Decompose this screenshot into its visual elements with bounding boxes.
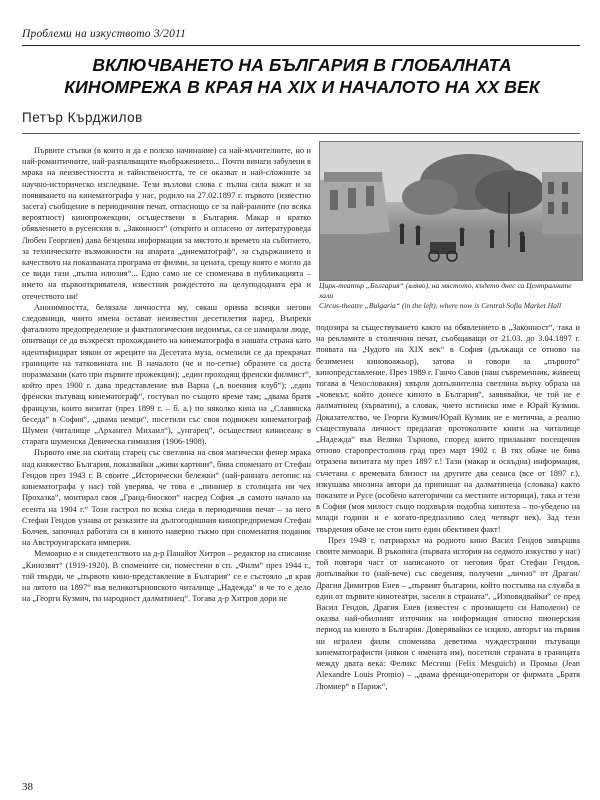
page-number: 38 bbox=[22, 781, 33, 793]
body-paragraph: подозира за съществуването както на обявлението в „Законност“, така и на рекламите в столичния печат, съобщаващи от 21.03. до 3.04.1897 г. появата на „Чудото на XIX век“ в София (дължаща се отново на безименен киновоажьор), затова и говори за „първото“ кинопредставление. През 1989 г. Ганчо Савов (наш съвременник, живеещ тогава в Чехословакия) хвърля допълнителна светлина върху образа на „човекът, който донесе киното в България“, заявявайки, че той не е далматинец (хърватин), а словак, чието истинско име е Юрай Кузмик. Доказателство, че Георги Кузмич/Юрай Кузмик не е митична, а реално съществувала личност предлагат протоколните книги на читалище „Надежда“ във Велико Търново, според които прилаьнят посещения отново старопрестолния град през март 1902 г. В тях обаче не бива отразена визитата му през 1897 г.! Тази (макар и оскъдна) информация, съчетана с времевата близост на другите два сеанса (все от 1897 г.), изкушава мнозина автори да припишат на далматинеца (словака) както показите и Русе (особено категорични са местните историци), така и тези в София (моя милост също подхвърля подобна хипотеза – по-убедено на млади години и е когато-предпазливо след четвърт век). Зад тези твърдения обаче не стои нито един обективен факт! bbox=[316, 323, 580, 534]
header-rule bbox=[22, 45, 580, 46]
body-paragraph: Първото име на скитащ старец със светлина на своя магически фенер мрака над княжество България, показвайки „живи картини“, бива споменато от Стефан Гендов през 1943 г. В своите „Исторически бележки“ (най-ранната летопис на кинематографа у нас) той уверява, че това е „пининер в столицата ни чех Прохазка“, монтирал своя „Гранд-биоскоп“ насред София „в самото начало на есента на 1904 г.“ Този гастрол по всяка следа в периодичния печат – за него Стефан Гендов узнава от разказите на дългогодишния кинопредприемач Стефан Болчев, започнал работата си в киното наверно тъкмо при споменатия поданик на Австроунгарската империя. bbox=[22, 448, 311, 548]
author-rule bbox=[22, 133, 580, 134]
article-author: Петър Кърджилов bbox=[22, 110, 143, 125]
body-paragraph: През 1949 г. патриархът на родното кино Васил Гендов завършва своите мемоари. В ръкописа (първата история на седмото изкуство у нас) той повтаря част от написаното от неговия брат Стефан Гендов, допълвайки го (най-вече) със сведения, получени „лично“ от Драган/Драгия Димитров Енев – „първият българин, който постъпва на служба в един от първите кинотеатри, засели в страната“. „Изповядвайки“ се пред Васил Гендов, Драгия Енев (известен с прозвището си Наполеон) се оказва най-обилният източник на информация относно пионерския период на киното в България. Доверявайки се изцяло, авторът на първия ни игрален филм споменава деветима чуждестранни пътуващи кинематографисти (някои с имената им), посетили страната в границата между двата века: Феликс Месгиш (Felix Mesguich) и Промьо (Jean Alexandre Louis Promio) – „двама френци-оператори от фирмата „Братя Люмиер“ в Париж“, bbox=[316, 535, 580, 691]
caption-bulgarian: Цирк-театър „България“ (вляво), на мястото, където днес са Централните хали bbox=[319, 281, 572, 300]
historical-street-photo bbox=[319, 141, 583, 281]
photo-caption bbox=[319, 281, 581, 311]
caption-english: Circus-theatre „Bulgaria“ (in the left), where now is Central Sofia Market Hall bbox=[319, 301, 562, 310]
left-column bbox=[22, 145, 311, 777]
article-title-line-2: КИНОМРЕЖА В КРАЯ НА XIX И НАЧАЛОТО НА XX ВЕК bbox=[64, 77, 540, 97]
article-title-line-1: ВКЛЮЧВАНЕТО НА БЪЛГАРИЯ В ГЛОБАЛНАТА bbox=[92, 55, 512, 75]
body-paragraph: Анонимността, белязала личността му, сякаш ориsва всички негови следовници, чиито имена остават неизвестни десетилетия наред. Въпреки фаталното предопределение и фактологическия недоимък, са се намирали люде, опитващи се да възкресят прохождането на кинематографа в нашата страна като идентифицират някои от жреците на Десетата муза, осмелили се да прекрачат границите на татковината ни. В началото (че и по-сетне) образите са доста поразмазани (като при първите прожекции); „един проходящ френски филмист“, който през 1900 г. дава представление във Варна („в военния клуб“); „един френски пътуващ кинематограф“, гостувал по същото време там; „двама братя французи, които визитат (през 1899 г. – б. а.) по няколко кина на „Славянска беседа“ в София“, „двама немци“, посетили със своя подвижен кинематограф Шумен (читалище „Архангел Михаил“), „унгарец“, осъществил кинисеанс в старата шуменска Девическа гимназия (1906-1908). bbox=[22, 302, 311, 447]
journal-header: Проблеми на изкуството 3/2011 bbox=[22, 28, 187, 40]
photo-illustration bbox=[320, 142, 582, 280]
right-column bbox=[316, 322, 580, 777]
article-title bbox=[22, 54, 582, 98]
body-paragraph: Първите стъпки (в които и да е полско начинание) са най-мъчителните, но и най-романтичните, най-разпалващите въображението... Почти винаги забулени в мрака на неизвестността и тайнствеността, те се оказват и най-сложните за научно-историческо изследване. Тези възлови слова с пълна сила важат и за появяването на кинематографа у нас, родило на 27.02.1897 г. първото (известно засега) съобщение в периодичния печат, отпаснощо се за пай-ранните (по всяка вероятност) кинопрожекции, осъществени в България. Макар и кратко обявлението в русенския в. „Законност“ (откритo и огласено от литературоведа Любен Георгиев) дава безценна информация за мястото и времето на събитието, за техническите възможности на апарата „динематограф“, за съдържанието и качеството на показваната програма от филми, за цената, срещу която е могло да се види тази „пълна илюзия“... Едно само не се споменава в публикацията – името на първооткривателя, известния рождестото на целупододнатa ера и отечеството ни! bbox=[22, 146, 311, 301]
body-paragraph: Мемоарно е и свидетелството на д-р Панайот Хитров – редактор на списание „Кинозвят“ (1919-1920). В спомените си, поместени в сп. „Филм“ през 1944 г., той твърди, че „първото кино-представление в България“ се е състояло „в края на лятото на 1897“ във великотърновското читалище „Надежда“ и че то е дело на „Георги Кузмич, по народност далматинец“. Тогава д-р Хитров дори не bbox=[22, 549, 311, 604]
